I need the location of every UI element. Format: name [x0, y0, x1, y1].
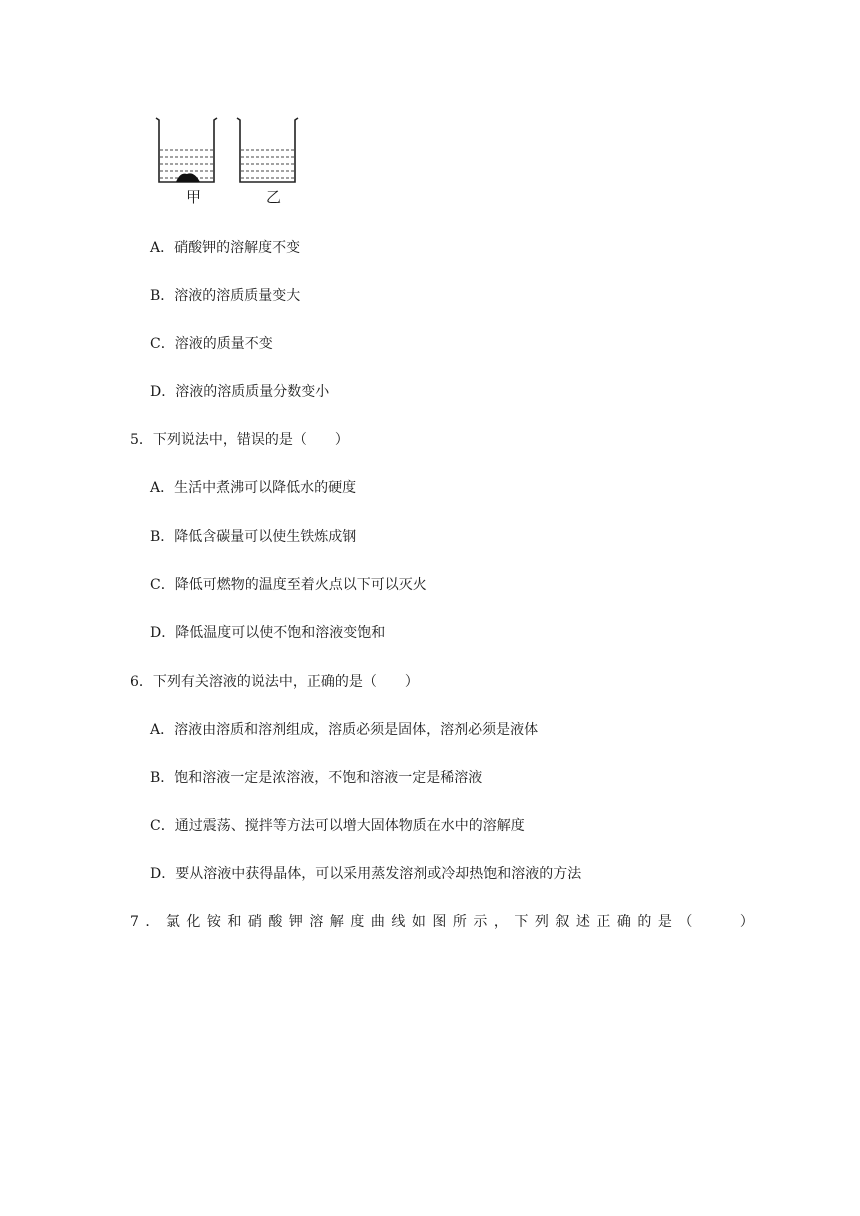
q6-option-c: C．通过震荡、搅拌等方法可以增大固体物质在水中的溶解度 [150, 818, 525, 834]
q5-option-b: B．降低含碳量可以使生铁炼成钢 [150, 529, 357, 545]
beaker-label-jia: 甲 [186, 188, 202, 206]
q6-stem: 6．下列有关溶液的说法中，正确的是（ ） [130, 674, 419, 690]
q6-option-b: B．饱和溶液一定是浓溶液，不饱和溶液一定是稀溶液 [150, 770, 483, 786]
q6-option-d: D．要从溶液中获得晶体，可以采用蒸发溶剂或冷却热饱和溶液的方法 [150, 866, 582, 882]
crystal-sediment [176, 173, 200, 182]
q4-option-b: B．溶液的溶质质量变大 [150, 288, 301, 304]
q5-option-a: A．生活中煮沸可以降低水的硬度 [150, 480, 357, 496]
q5-option-c: C．降低可燃物的温度至着火点以下可以灭火 [150, 577, 427, 593]
q6-option-a: A．溶液由溶质和溶剂组成，溶质必须是固体，溶剂必须是液体 [150, 722, 539, 738]
beakers-diagram [150, 108, 310, 188]
beaker-figure [150, 108, 310, 208]
q5-stem: 5．下列说法中，错误的是（ ） [130, 432, 349, 448]
beaker-label-yi: 乙 [266, 188, 282, 206]
q4-option-a: A．硝酸钾的溶解度不变 [150, 240, 301, 256]
beaker-jia [156, 118, 217, 182]
q4-option-c: C．溶液的质量不变 [150, 336, 273, 352]
q7-stem: 7．氯化铵和硝酸钾溶解度曲线如图所示，下列叙述正确的是（ ） [130, 914, 761, 930]
q4-option-d: D．溶液的溶质质量分数变小 [150, 384, 330, 400]
beaker-yi [237, 118, 298, 182]
q5-option-d: D．降低温度可以使不饱和溶液变饱和 [150, 625, 386, 641]
